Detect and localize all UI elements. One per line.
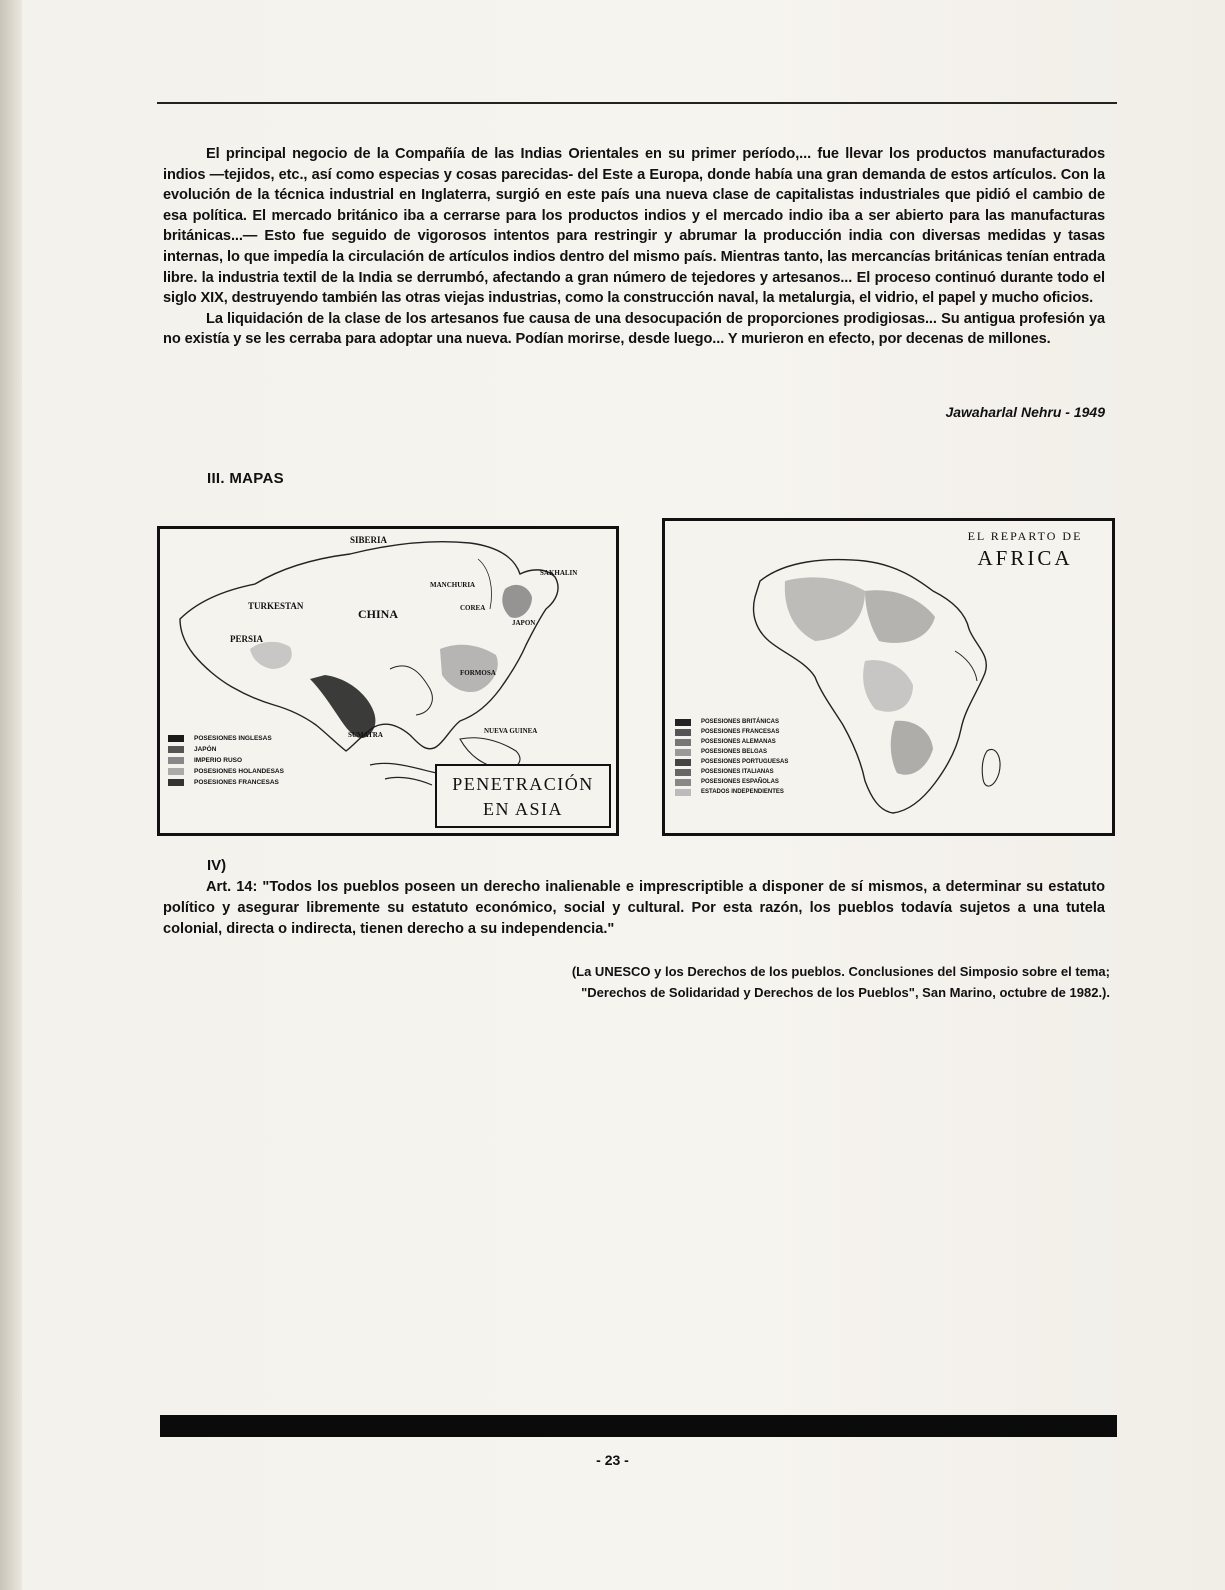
- africa-title: [950, 529, 1100, 571]
- legend-swatch: [675, 719, 691, 726]
- section-title: III. MAPAS: [207, 470, 284, 487]
- legend-swatch: [675, 789, 691, 796]
- legend-row: [675, 737, 788, 747]
- legend-swatch: [168, 779, 184, 786]
- legend-swatch: [168, 746, 184, 753]
- legend-label: POSESIONES PORTUGUESAS: [701, 759, 789, 765]
- legend-row: [168, 766, 284, 777]
- legend-label: POSESIONES FRANCESAS: [701, 729, 780, 735]
- legend-row: [675, 757, 788, 767]
- legend-swatch: [675, 779, 691, 786]
- label-sakhalin: SAKHALIN: [540, 569, 578, 577]
- asia-title-box: [435, 764, 611, 828]
- label-corea: COREA: [460, 604, 486, 612]
- legend-label: ESTADOS INDEPENDIENTES: [701, 789, 784, 795]
- legend-swatch: [675, 769, 691, 776]
- legend-swatch: [675, 739, 691, 746]
- legend-row: [675, 727, 788, 737]
- label-sumatra: SUMATRA: [348, 731, 383, 739]
- label-nueva-guinea: NUEVA GUINEA: [484, 727, 538, 735]
- label-persia: PERSIA: [230, 634, 264, 644]
- legend-row: [675, 767, 788, 777]
- legend-swatch: [675, 749, 691, 756]
- paragraph-1: El principal negocio de la Compañía de las Indias Orientales en su primer período,... fue llevar los productos manufacturados indios —tejidos, etc., así como especias y cosas parecidas- del Este a Europa, donde había una gran demanda de estos artículos. Con la evolución de la técnica industrial en Inglaterra, surgió en este país una nueva clase de capitalistas industriales que pidió el cambio de esa política. El mercado británico iba a cerrarse para los productos indios y el mercado indio iba a ser abierto para las manufacturas británicas...— Esto fue seguido de vigorosos intentos para restringir y abrumar la producción india con diversas medidas y tasas internas, lo que impedía la circulación de artículos indios dentro del mismo país. Mientras tanto, las mercancías británicas tenían entrada libre. la industria textil de la India se derrumbó, afectando a gran número de tejedores y artesanos... El proceso continuó durante todo el siglo XIX, destruyendo también las otras viejas industrias, como la construcción naval, la metalurgia, el vidrio, el papel y mucho oficios.: [163, 146, 1105, 307]
- article-14-text: Art. 14: "Todos los pueblos poseen un derecho inalienable e imprescriptible a disponer de sí mismos, a determinar su estatuto político y asegurar libremente su estatuto económico, social y cultural. Por esta razón, los pueblos todavía sujetos a una tutela colonial, directa o indirecta, tienen derecho a su independencia.": [163, 879, 1105, 937]
- legend-row: [675, 747, 788, 757]
- map-asia: [157, 526, 619, 836]
- asia-title-line1: PENETRACIÓN: [452, 774, 594, 794]
- legend-label: POSESIONES ITALIANAS: [701, 769, 774, 775]
- legend-swatch: [675, 759, 691, 766]
- quote-signature: Jawaharlal Nehru - 1949: [945, 404, 1105, 420]
- label-china: CHINA: [358, 607, 399, 621]
- legend-swatch: [168, 768, 184, 775]
- legend-label: POSESIONES BELGAS: [701, 749, 768, 755]
- article-14: [163, 877, 1105, 939]
- legend-row: [168, 777, 284, 788]
- citation-line-2: "Derechos de Solidaridad y Derechos de los Pueblos", San Marino, octubre de 1982.).: [581, 985, 1110, 1000]
- label-siberia: SIBERIA: [350, 535, 388, 545]
- section-iv-label: IV): [207, 857, 227, 874]
- legend-row: [675, 717, 788, 727]
- bottom-bar: [160, 1415, 1117, 1437]
- legend-label: POSESIONES INGLESAS: [194, 735, 272, 742]
- legend-row: [168, 744, 284, 755]
- quote-text: [163, 144, 1105, 350]
- asia-title-line2: EN ASIA: [482, 799, 563, 819]
- label-formosa: FORMOSA: [460, 669, 496, 677]
- africa-legend: [675, 717, 788, 797]
- africa-title-line2: AFRICA: [977, 546, 1073, 570]
- legend-label: POSESIONES ALEMANAS: [701, 739, 776, 745]
- citation-line-1: (La UNESCO y los Derechos de los pueblos. Conclusiones del Simposio sobre el tema;: [571, 964, 1110, 979]
- legend-swatch: [675, 729, 691, 736]
- legend-label: POSESIONES HOLANDESAS: [194, 768, 284, 775]
- legend-row: [168, 733, 284, 744]
- top-rule: [157, 102, 1117, 104]
- label-japon: JAPON: [512, 619, 536, 627]
- asia-legend: [168, 733, 284, 788]
- legend-label: POSESIONES FRANCESAS: [194, 779, 279, 786]
- page-number: - 23 -: [596, 1452, 629, 1468]
- legend-label: IMPERIO RUSO: [194, 757, 243, 764]
- legend-swatch: [168, 757, 184, 764]
- binding-edge: [0, 0, 22, 1590]
- map-africa: [662, 518, 1115, 836]
- legend-label: POSESIONES BRITÁNICAS: [701, 719, 780, 725]
- legend-row: [675, 787, 788, 797]
- africa-title-line1: EL REPARTO DE: [967, 529, 1083, 543]
- label-manchuria: MANCHURIA: [430, 581, 476, 589]
- paragraph-2: La liquidación de la clase de los artesanos fue causa de una desocupación de proporciones prodigiosas... Su antigua profesión ya no existía y se les cerraba para adoptar una nueva. Podían morirse, desde luego... Y murieron en efecto, por decenas de millones.: [163, 310, 1105, 348]
- legend-swatch: [168, 735, 184, 742]
- legend-label: POSESIONES ESPAÑOLAS: [701, 779, 779, 785]
- legend-row: [675, 777, 788, 787]
- citation: [460, 961, 1110, 1003]
- label-turkestan: TURKESTAN: [248, 601, 304, 611]
- legend-row: [168, 755, 284, 766]
- legend-label: JAPÓN: [194, 746, 217, 753]
